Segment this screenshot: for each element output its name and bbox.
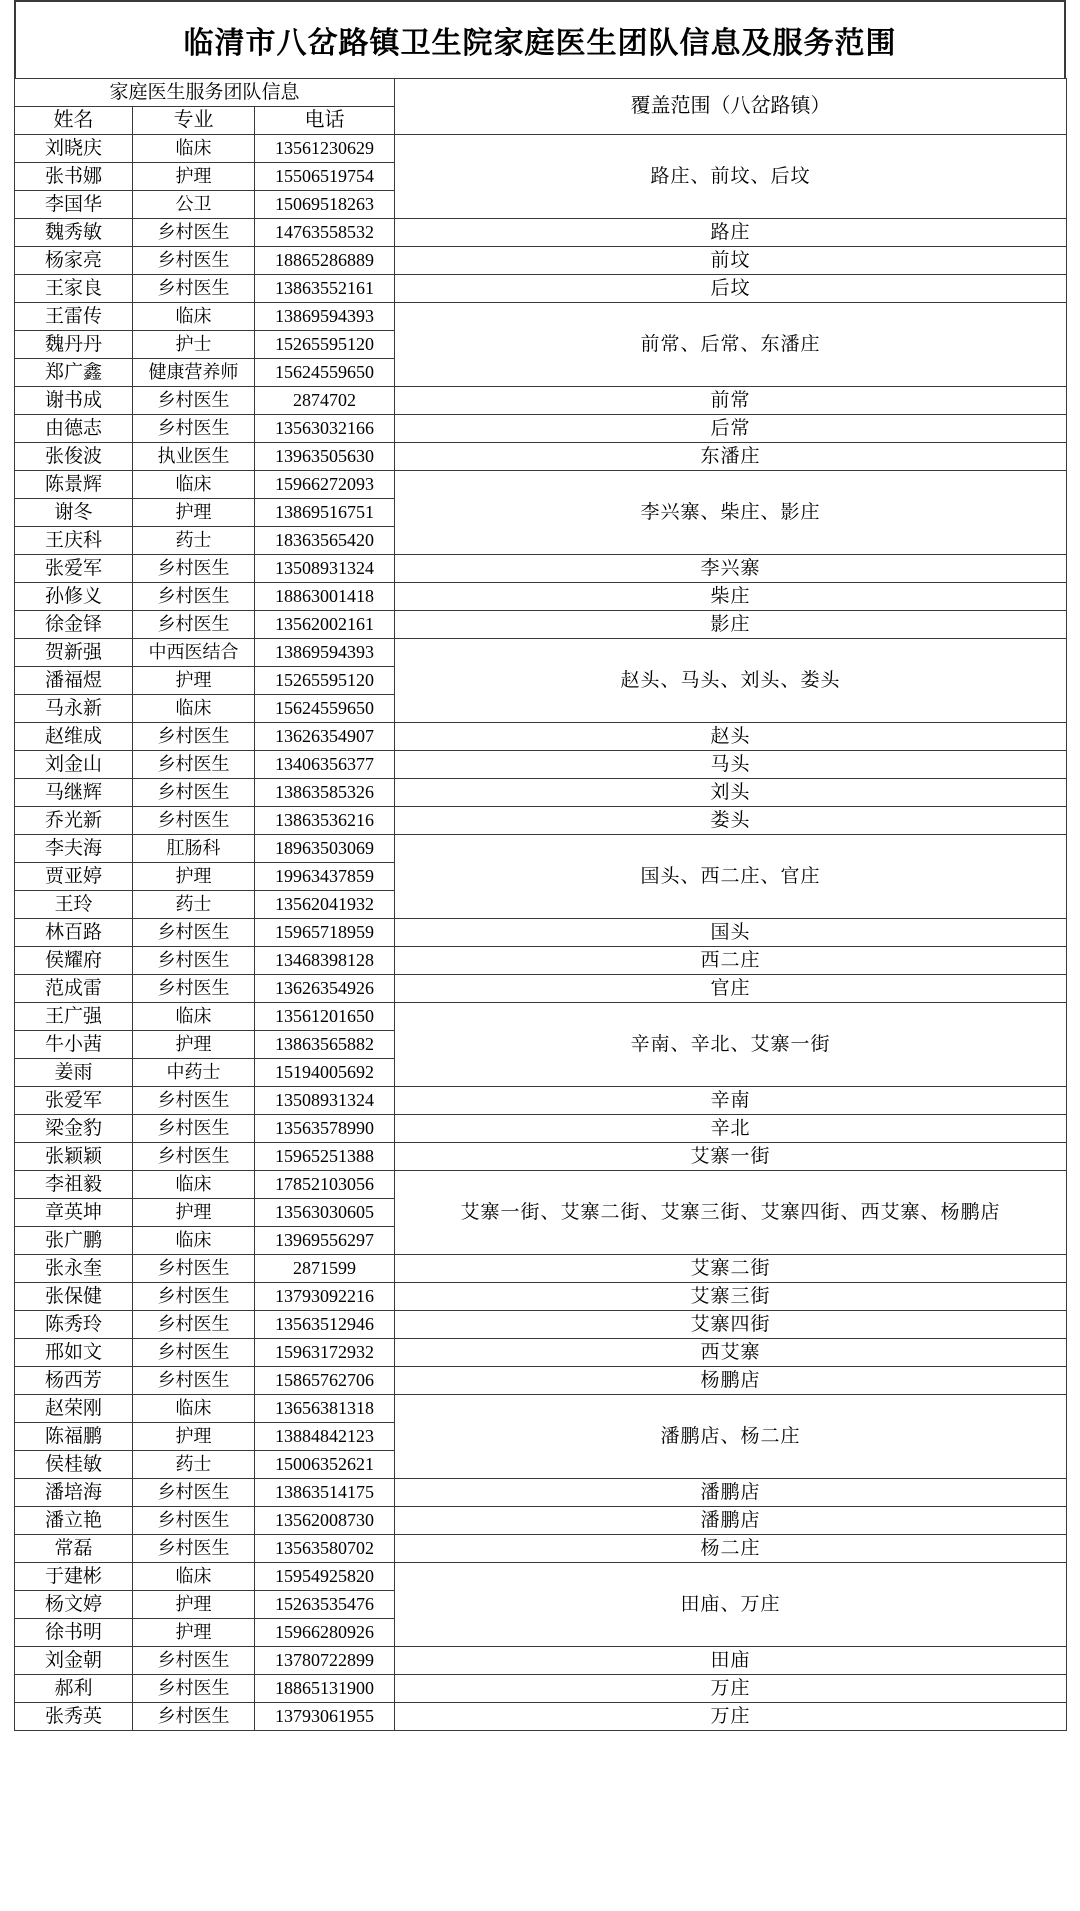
table-row (15, 1395, 1067, 1423)
cell-specialty: 中药士 (133, 1059, 255, 1087)
table-row (15, 975, 1067, 1003)
cell-specialty: 临床 (133, 1227, 255, 1255)
table-row (15, 247, 1067, 275)
cell-coverage-area: 辛北 (395, 1115, 1067, 1143)
cell-name: 常磊 (15, 1535, 133, 1563)
cell-specialty: 临床 (133, 471, 255, 499)
cell-specialty: 乡村医生 (133, 415, 255, 443)
cell-specialty: 执业医生 (133, 443, 255, 471)
cell-specialty: 临床 (133, 135, 255, 163)
cell-specialty: 临床 (133, 1563, 255, 1591)
table-row (15, 1087, 1067, 1115)
cell-name: 陈秀玲 (15, 1311, 133, 1339)
cell-specialty: 乡村医生 (133, 1367, 255, 1395)
cell-coverage-area: 艾寨一街、艾寨二街、艾寨三街、艾寨四街、西艾寨、杨鹏店 (395, 1171, 1067, 1255)
cell-specialty: 乡村医生 (133, 1675, 255, 1703)
cell-coverage-area: 辛南、辛北、艾寨一街 (395, 1003, 1067, 1087)
cell-specialty: 乡村医生 (133, 219, 255, 247)
cell-phone: 13863565882 (255, 1031, 395, 1059)
cell-name: 梁金豹 (15, 1115, 133, 1143)
cell-specialty: 临床 (133, 303, 255, 331)
table-row (15, 583, 1067, 611)
cell-phone: 15965251388 (255, 1143, 395, 1171)
cell-name: 乔光新 (15, 807, 133, 835)
table-row (15, 443, 1067, 471)
cell-specialty: 护理 (133, 163, 255, 191)
table-row (15, 947, 1067, 975)
table-row (15, 555, 1067, 583)
cell-coverage-area: 潘鹏店 (395, 1479, 1067, 1507)
cell-phone: 13561201650 (255, 1003, 395, 1031)
cell-specialty: 乡村医生 (133, 1115, 255, 1143)
table-row (15, 807, 1067, 835)
table-row (15, 723, 1067, 751)
cell-name: 李祖毅 (15, 1171, 133, 1199)
table-row (15, 275, 1067, 303)
cell-name: 潘立艳 (15, 1507, 133, 1535)
cell-coverage-area: 万庄 (395, 1703, 1067, 1731)
table-row (15, 1479, 1067, 1507)
cell-specialty: 护理 (133, 1591, 255, 1619)
cell-name: 侯桂敏 (15, 1451, 133, 1479)
cell-specialty: 乡村医生 (133, 807, 255, 835)
cell-name: 贾亚婷 (15, 863, 133, 891)
table-row (15, 1283, 1067, 1311)
cell-coverage-area: 艾寨一街 (395, 1143, 1067, 1171)
cell-phone: 15966272093 (255, 471, 395, 499)
cell-phone: 13508931324 (255, 1087, 395, 1115)
cell-phone: 13780722899 (255, 1647, 395, 1675)
cell-phone: 13563580702 (255, 1535, 395, 1563)
cell-name: 侯耀府 (15, 947, 133, 975)
cell-specialty: 药士 (133, 1451, 255, 1479)
cell-phone: 13468398128 (255, 947, 395, 975)
cell-specialty: 乡村医生 (133, 947, 255, 975)
table-row (15, 1311, 1067, 1339)
cell-name: 赵荣刚 (15, 1395, 133, 1423)
cell-coverage-area: 路庄 (395, 219, 1067, 247)
cell-name: 谢冬 (15, 499, 133, 527)
cell-specialty: 护士 (133, 331, 255, 359)
cell-name: 徐书明 (15, 1619, 133, 1647)
cell-phone: 13793092216 (255, 1283, 395, 1311)
cell-name: 杨家亮 (15, 247, 133, 275)
table-row (15, 219, 1067, 247)
cell-name: 杨西芳 (15, 1367, 133, 1395)
cell-coverage-area: 潘鹏店 (395, 1507, 1067, 1535)
cell-phone: 15624559650 (255, 695, 395, 723)
cell-name: 李夫海 (15, 835, 133, 863)
cell-name: 张永奎 (15, 1255, 133, 1283)
table-row (15, 1003, 1067, 1031)
cell-coverage-area: 西二庄 (395, 947, 1067, 975)
cell-phone: 15965718959 (255, 919, 395, 947)
cell-coverage-area: 马头 (395, 751, 1067, 779)
cell-phone: 13869594393 (255, 303, 395, 331)
cell-specialty: 乡村医生 (133, 611, 255, 639)
cell-phone: 15263535476 (255, 1591, 395, 1619)
cell-phone: 15506519754 (255, 163, 395, 191)
cell-name: 赵维成 (15, 723, 133, 751)
cell-specialty: 乡村医生 (133, 1703, 255, 1731)
cell-phone: 13863552161 (255, 275, 395, 303)
column-header-phone: 电话 (255, 107, 395, 135)
cell-specialty: 护理 (133, 1423, 255, 1451)
cell-phone: 13626354926 (255, 975, 395, 1003)
cell-phone: 2874702 (255, 387, 395, 415)
cell-specialty: 护理 (133, 499, 255, 527)
cell-coverage-area: 赵头 (395, 723, 1067, 751)
cell-name: 徐金铎 (15, 611, 133, 639)
cell-coverage-area: 田庙 (395, 1647, 1067, 1675)
cell-name: 杨文婷 (15, 1591, 133, 1619)
cell-specialty: 临床 (133, 1003, 255, 1031)
cell-name: 郑广鑫 (15, 359, 133, 387)
cell-specialty: 护理 (133, 863, 255, 891)
cell-specialty: 护理 (133, 667, 255, 695)
cell-name: 林百路 (15, 919, 133, 947)
table-row (15, 1143, 1067, 1171)
cell-name: 王广强 (15, 1003, 133, 1031)
table-row (15, 1339, 1067, 1367)
cell-coverage-area: 国头 (395, 919, 1067, 947)
cell-phone: 15194005692 (255, 1059, 395, 1087)
cell-name: 郝利 (15, 1675, 133, 1703)
cell-name: 刘金朝 (15, 1647, 133, 1675)
cell-coverage-area: 杨二庄 (395, 1535, 1067, 1563)
cell-specialty: 护理 (133, 1031, 255, 1059)
cell-coverage-area: 前常、后常、东潘庄 (395, 303, 1067, 387)
cell-coverage-area: 前坟 (395, 247, 1067, 275)
cell-coverage-area: 后常 (395, 415, 1067, 443)
cell-name: 贺新强 (15, 639, 133, 667)
table-row (15, 779, 1067, 807)
group-header-team-info: 家庭医生服务团队信息 (15, 79, 395, 107)
cell-coverage-area: 李兴寨、柴庄、影庄 (395, 471, 1067, 555)
cell-phone: 14763558532 (255, 219, 395, 247)
cell-specialty: 乡村医生 (133, 751, 255, 779)
table-row (15, 303, 1067, 331)
cell-phone: 13562002161 (255, 611, 395, 639)
cell-phone: 15006352621 (255, 1451, 395, 1479)
cell-phone: 2871599 (255, 1255, 395, 1283)
cell-name: 章英坤 (15, 1199, 133, 1227)
cell-phone: 15265595120 (255, 331, 395, 359)
cell-phone: 15265595120 (255, 667, 395, 695)
table-row (15, 1255, 1067, 1283)
cell-specialty: 药士 (133, 527, 255, 555)
table-body (15, 135, 1067, 1731)
cell-name: 张秀英 (15, 1703, 133, 1731)
cell-coverage-area: 李兴寨 (395, 555, 1067, 583)
title-banner (14, 0, 1066, 78)
cell-specialty: 护理 (133, 1199, 255, 1227)
table-row (15, 1367, 1067, 1395)
cell-name: 马永新 (15, 695, 133, 723)
cell-phone: 18363565420 (255, 527, 395, 555)
cell-name: 王玲 (15, 891, 133, 919)
cell-phone: 13793061955 (255, 1703, 395, 1731)
cell-name: 姜雨 (15, 1059, 133, 1087)
cell-phone: 13969556297 (255, 1227, 395, 1255)
cell-phone: 19963437859 (255, 863, 395, 891)
table-row (15, 415, 1067, 443)
cell-name: 魏丹丹 (15, 331, 133, 359)
cell-phone: 15865762706 (255, 1367, 395, 1395)
cell-specialty: 中西医结合 (133, 639, 255, 667)
cell-coverage-area: 刘头 (395, 779, 1067, 807)
cell-specialty: 乡村医生 (133, 723, 255, 751)
cell-specialty: 乡村医生 (133, 1479, 255, 1507)
cell-name: 刘金山 (15, 751, 133, 779)
group-header-coverage: 覆盖范围（八岔路镇） (395, 79, 1067, 135)
cell-coverage-area: 东潘庄 (395, 443, 1067, 471)
cell-coverage-area: 田庙、万庄 (395, 1563, 1067, 1647)
cell-phone: 15069518263 (255, 191, 395, 219)
cell-phone: 13406356377 (255, 751, 395, 779)
cell-phone: 15624559650 (255, 359, 395, 387)
cell-phone: 13863514175 (255, 1479, 395, 1507)
cell-specialty: 乡村医生 (133, 1507, 255, 1535)
cell-specialty: 乡村医生 (133, 555, 255, 583)
cell-specialty: 乡村医生 (133, 387, 255, 415)
cell-specialty: 乡村医生 (133, 1311, 255, 1339)
cell-specialty: 乡村医生 (133, 975, 255, 1003)
cell-phone: 13869594393 (255, 639, 395, 667)
cell-phone: 13963505630 (255, 443, 395, 471)
cell-name: 张书娜 (15, 163, 133, 191)
cell-name: 魏秀敏 (15, 219, 133, 247)
cell-phone: 13562041932 (255, 891, 395, 919)
cell-phone: 18865131900 (255, 1675, 395, 1703)
header-row-group (15, 79, 1067, 107)
cell-name: 于建彬 (15, 1563, 133, 1591)
table-row (15, 919, 1067, 947)
cell-specialty: 护理 (133, 1619, 255, 1647)
cell-name: 潘培海 (15, 1479, 133, 1507)
cell-phone: 13869516751 (255, 499, 395, 527)
cell-coverage-area: 后坟 (395, 275, 1067, 303)
cell-name: 谢书成 (15, 387, 133, 415)
cell-phone: 15954925820 (255, 1563, 395, 1591)
cell-phone: 13884842123 (255, 1423, 395, 1451)
cell-phone: 13563512946 (255, 1311, 395, 1339)
cell-coverage-area: 前常 (395, 387, 1067, 415)
table-row (15, 1535, 1067, 1563)
cell-coverage-area: 赵头、马头、刘头、娄头 (395, 639, 1067, 723)
table-row (15, 387, 1067, 415)
cell-phone: 13626354907 (255, 723, 395, 751)
cell-name: 李国华 (15, 191, 133, 219)
cell-name: 张爱军 (15, 1087, 133, 1115)
cell-specialty: 乡村医生 (133, 1647, 255, 1675)
cell-name: 马继辉 (15, 779, 133, 807)
cell-coverage-area: 万庄 (395, 1675, 1067, 1703)
cell-phone: 13563578990 (255, 1115, 395, 1143)
family-doctor-table (14, 78, 1067, 1731)
table-row (15, 611, 1067, 639)
cell-coverage-area: 辛南 (395, 1087, 1067, 1115)
cell-coverage-area: 杨鹏店 (395, 1367, 1067, 1395)
cell-name: 范成雷 (15, 975, 133, 1003)
column-header-name: 姓名 (15, 107, 133, 135)
cell-specialty: 乡村医生 (133, 919, 255, 947)
cell-specialty: 乡村医生 (133, 247, 255, 275)
cell-specialty: 健康营养师 (133, 359, 255, 387)
table-row (15, 1563, 1067, 1591)
table-row (15, 835, 1067, 863)
cell-phone: 17852103056 (255, 1171, 395, 1199)
cell-phone: 13863536216 (255, 807, 395, 835)
table-row (15, 1171, 1067, 1199)
cell-coverage-area: 艾寨三街 (395, 1283, 1067, 1311)
cell-phone: 13563032166 (255, 415, 395, 443)
cell-phone: 18963503069 (255, 835, 395, 863)
cell-coverage-area: 影庄 (395, 611, 1067, 639)
cell-name: 牛小茜 (15, 1031, 133, 1059)
cell-name: 孙修义 (15, 583, 133, 611)
table-row (15, 471, 1067, 499)
cell-coverage-area: 潘鹏店、杨二庄 (395, 1395, 1067, 1479)
cell-specialty: 乡村医生 (133, 275, 255, 303)
cell-name: 张保健 (15, 1283, 133, 1311)
cell-phone: 13563030605 (255, 1199, 395, 1227)
column-header-specialty: 专业 (133, 107, 255, 135)
cell-phone: 13561230629 (255, 135, 395, 163)
table-row (15, 1675, 1067, 1703)
table-row (15, 1115, 1067, 1143)
cell-name: 王雷传 (15, 303, 133, 331)
cell-coverage-area: 娄头 (395, 807, 1067, 835)
cell-coverage-area: 官庄 (395, 975, 1067, 1003)
cell-name: 王家良 (15, 275, 133, 303)
cell-coverage-area: 艾寨二街 (395, 1255, 1067, 1283)
cell-name: 张广鹏 (15, 1227, 133, 1255)
cell-name: 潘福煜 (15, 667, 133, 695)
cell-phone: 18863001418 (255, 583, 395, 611)
cell-phone: 15963172932 (255, 1339, 395, 1367)
cell-specialty: 乡村医生 (133, 1087, 255, 1115)
table-row (15, 1647, 1067, 1675)
cell-phone: 18865286889 (255, 247, 395, 275)
cell-specialty: 乡村医生 (133, 1535, 255, 1563)
cell-specialty: 乡村医生 (133, 1143, 255, 1171)
cell-name: 陈福鹏 (15, 1423, 133, 1451)
cell-coverage-area: 路庄、前坟、后坟 (395, 135, 1067, 219)
table-row (15, 639, 1067, 667)
cell-specialty: 肛肠科 (133, 835, 255, 863)
table-header (15, 79, 1067, 135)
cell-specialty: 公卫 (133, 191, 255, 219)
cell-phone: 13656381318 (255, 1395, 395, 1423)
cell-specialty: 乡村医生 (133, 1255, 255, 1283)
cell-name: 陈景辉 (15, 471, 133, 499)
cell-specialty: 乡村医生 (133, 583, 255, 611)
table-row (15, 1703, 1067, 1731)
cell-specialty: 乡村医生 (133, 1283, 255, 1311)
cell-phone: 13508931324 (255, 555, 395, 583)
page-title: 临清市八岔路镇卫生院家庭医生团队信息及服务范围 (183, 27, 897, 60)
cell-phone: 15966280926 (255, 1619, 395, 1647)
cell-specialty: 临床 (133, 1171, 255, 1199)
cell-coverage-area: 柴庄 (395, 583, 1067, 611)
cell-name: 刘晓庆 (15, 135, 133, 163)
cell-name: 张颖颖 (15, 1143, 133, 1171)
cell-name: 邢如文 (15, 1339, 133, 1367)
cell-coverage-area: 艾寨四街 (395, 1311, 1067, 1339)
cell-specialty: 乡村医生 (133, 779, 255, 807)
cell-specialty: 乡村医生 (133, 1339, 255, 1367)
table-row (15, 135, 1067, 163)
table-row (15, 751, 1067, 779)
cell-name: 张爱军 (15, 555, 133, 583)
cell-name: 由德志 (15, 415, 133, 443)
cell-phone: 13562008730 (255, 1507, 395, 1535)
cell-name: 张俊波 (15, 443, 133, 471)
cell-specialty: 临床 (133, 1395, 255, 1423)
cell-name: 王庆科 (15, 527, 133, 555)
cell-coverage-area: 国头、西二庄、官庄 (395, 835, 1067, 919)
cell-phone: 13863585326 (255, 779, 395, 807)
table-row (15, 1507, 1067, 1535)
cell-coverage-area: 西艾寨 (395, 1339, 1067, 1367)
cell-specialty: 临床 (133, 695, 255, 723)
cell-specialty: 药士 (133, 891, 255, 919)
